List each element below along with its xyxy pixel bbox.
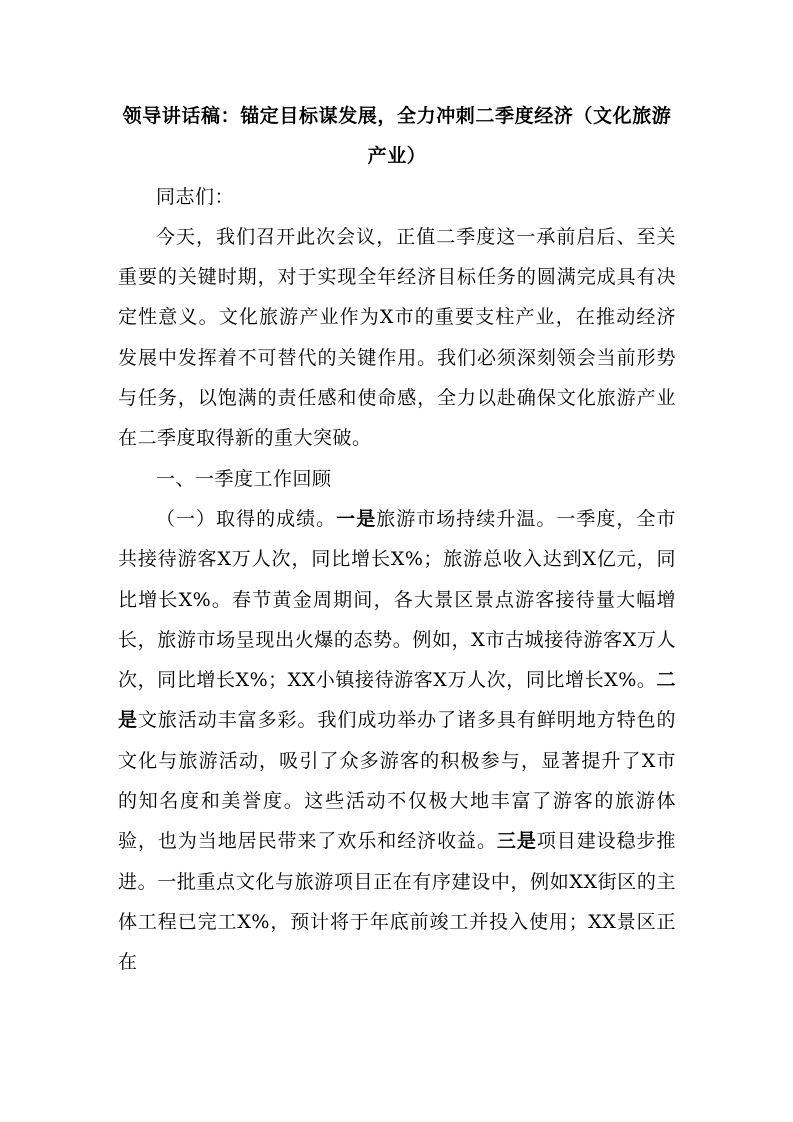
point-two-marker: 二是: [118, 669, 676, 732]
intro-paragraph: 今天，我们召开此次会议，正值二季度这一承前启后、至关重要的关键时期，对于实现全年经济目标任务的圆满完成具有决定性意义。文化旅游产业作为X市的重要支柱产业，在推动经济发展中发挥着不可替代的关键作用。我们必须深刻领会当前形势与任务，以饱满的责任感和使命感，全力以赴确保文化旅游产业在二季度取得新的重大突破。: [118, 225, 676, 450]
achievements-paragraph: [118, 499, 676, 983]
document-title: 领导讲话稿：锚定目标谋发展，全力冲刺二季度经济（文化旅游产业）: [122, 105, 672, 168]
point-one-marker: 一是: [336, 507, 377, 530]
subsection-lead: （一）取得的成绩。: [156, 507, 337, 530]
document-body: [118, 96, 676, 983]
section-heading: 一、一季度工作回顾: [156, 467, 332, 490]
point-three-text: 项目建设稳步推进。一批重点文化与旅游项目正在有序建设中，例如XX街区的主体工程已完工X%，预计将于年底前竣工并投入使用；XX景区正在: [118, 830, 676, 974]
point-one-text: 旅游市场持续升温。一季度，全市共接待游客X万人次，同比增长X%；旅游总收入达到X亿元，同比增长X%。春节黄金周期间，各大景区景点游客接待量大幅增长，旅游市场呈现出火爆的态势。例如，X市古城接待游客X万人次，同比增长X%；XX小镇接待游客X万人次，同比增长X%。: [118, 507, 676, 692]
point-three-marker: 三是: [496, 830, 537, 853]
salutation: 同志们：: [156, 185, 235, 208]
point-two-text: 文旅活动丰富多彩。我们成功举办了诸多具有鲜明地方特色的文化与旅游活动，吸引了众多游客的积极参与，显著提升了X市的知名度和美誉度。这些活动不仅极大地丰富了游客的旅游体验，也为当地居民带来了欢乐和经济收益。: [118, 709, 676, 853]
